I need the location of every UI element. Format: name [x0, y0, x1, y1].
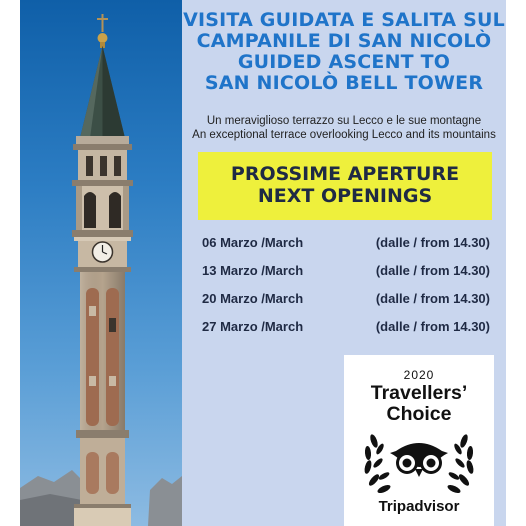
tripadvisor-owl-icon [360, 427, 478, 497]
page-title [182, 10, 506, 94]
date-row [202, 317, 494, 345]
bell-tower-photo [20, 0, 182, 526]
subtitle [182, 114, 506, 142]
next-openings-italian: PROSSIME APERTURE [230, 163, 460, 185]
travellers-choice-badge [344, 355, 494, 526]
tripadvisor-logo-text: Tripadvisor [378, 498, 460, 515]
bell-tower-illustration [20, 0, 182, 526]
subtitle-italian: Un meraviglioso terrazzo su Lecco e le sue montagne [206, 115, 482, 127]
date-row [202, 261, 494, 289]
title-line-1: VISITA GUIDATA E SALITA SUL [183, 9, 505, 31]
date-row [202, 233, 494, 261]
title-line-2: CAMPANILE DI SAN NICOLÒ [196, 30, 492, 52]
time-label: (dalle / from 14.30) [375, 263, 490, 278]
time-label: (dalle / from 14.30) [375, 235, 490, 250]
subtitle-english: An exceptional terrace overlooking Lecco and its mountains [192, 129, 496, 141]
badge-title-line-2: Choice [386, 403, 452, 425]
dates-list [202, 233, 494, 345]
date-label: 27 Marzo /March [202, 319, 304, 334]
next-openings-banner [198, 152, 492, 220]
date-label: 13 Marzo /March [202, 263, 304, 278]
badge-title [344, 383, 494, 425]
badge-title-line-1: Travellers’ [370, 382, 468, 404]
title-line-4: SAN NICOLÒ BELL TOWER [204, 72, 484, 94]
time-label: (dalle / from 14.30) [375, 319, 490, 334]
badge-year: 2020 [403, 368, 435, 382]
time-label: (dalle / from 14.30) [375, 291, 490, 306]
date-row [202, 289, 494, 317]
next-openings-english: NEXT OPENINGS [257, 185, 433, 207]
date-label: 20 Marzo /March [202, 291, 304, 306]
title-line-3: GUIDED ASCENT TO [237, 51, 451, 73]
date-label: 06 Marzo /March [202, 235, 304, 250]
